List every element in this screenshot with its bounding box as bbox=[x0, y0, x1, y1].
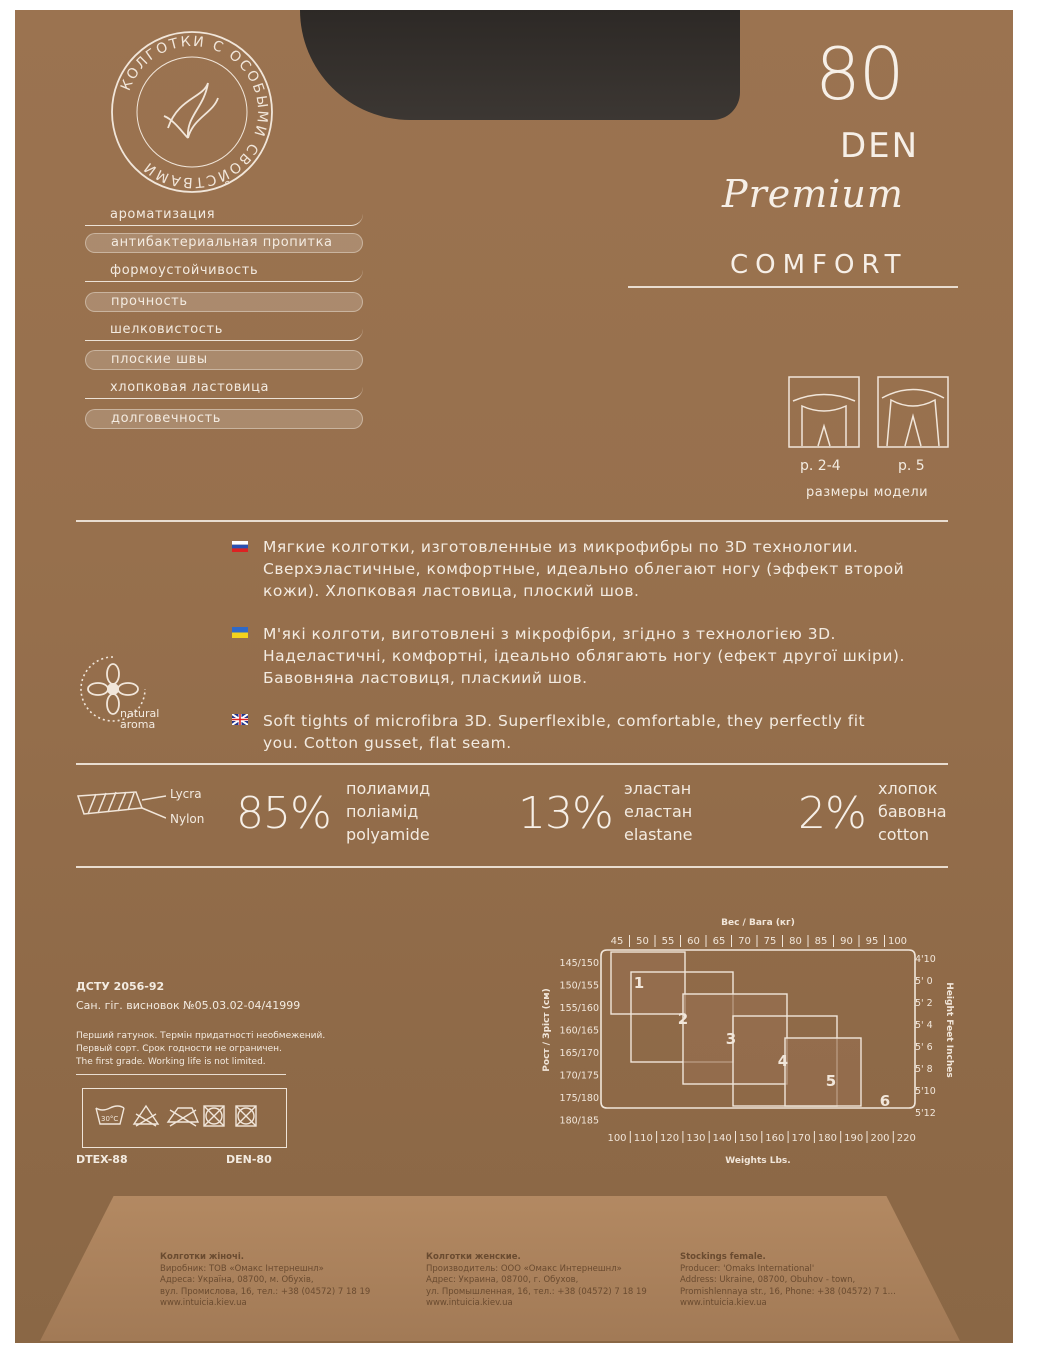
composition-pct-elastane: 13% bbox=[518, 788, 613, 839]
divider-composition-top bbox=[76, 763, 948, 765]
feature-item: ароматизация bbox=[85, 206, 363, 226]
chart-top-tick: 75 bbox=[763, 936, 777, 947]
chart-bottom-tick: 190 bbox=[844, 1133, 864, 1144]
chart-top-tick: 60 bbox=[687, 936, 700, 947]
description-en: Soft tights of microfibra 3D. Superflexible, comfortable, they perfectly fit you. Cotton gusset, flat seam. bbox=[263, 712, 866, 752]
size-zone-label: 5 bbox=[825, 1072, 837, 1090]
brand-caps: COMFORT bbox=[730, 250, 908, 280]
divider-composition-bottom bbox=[76, 866, 948, 868]
flap-text-en: Stockings female. Producer: 'Omaks International' Address: Ukraine, 08700, Obuhov - town, Promishlennaya str., 16, Phone: +38 (04572) 7 1... www.intuicia.kiev.ua bbox=[680, 1252, 896, 1308]
chart-left-tick: 180/185 bbox=[559, 1115, 599, 1127]
chart-bottom-tick: 180 bbox=[817, 1133, 837, 1144]
flag-ru-icon bbox=[232, 541, 248, 552]
feature-item: шелковистость bbox=[85, 321, 363, 341]
chart-left-tick: 160/165 bbox=[559, 1025, 599, 1037]
divider-grade bbox=[76, 1074, 286, 1075]
chart-bottom-tick: 200 bbox=[870, 1133, 890, 1144]
feature-item: плоские швы bbox=[85, 350, 363, 370]
svg-text:КОЛГОТКИ С ОСОБЫМИ СВОЙСТВАМИ: КОЛГОТКИ С ОСОБЫМИ СВОЙСТВАМИ bbox=[117, 33, 271, 191]
composition-pct-cotton: 2% bbox=[798, 788, 866, 839]
chart-left-tick: 175/180 bbox=[559, 1093, 599, 1104]
feature-item: формоустойчивость bbox=[85, 262, 363, 282]
chart-bottom-tick: 220 bbox=[896, 1133, 916, 1144]
grade-text: Перший гатунок. Термін придатності необмежений. Первый сорт. Срок годности не ограничен. The first grade. Working life is not limited. bbox=[76, 1031, 326, 1067]
composition-pct-polyamide: 85% bbox=[236, 788, 331, 839]
chart-right-tick: 5' 4 bbox=[915, 1020, 933, 1031]
aroma-label: natural aroma bbox=[120, 707, 160, 731]
feature-item: прочность bbox=[85, 292, 363, 312]
chart-top-tick: 100 bbox=[887, 936, 908, 947]
brand-script: Premium bbox=[722, 172, 904, 216]
feature-item: хлопковая ластовица bbox=[85, 379, 363, 399]
chart-bottom-tick: 110 bbox=[633, 1133, 653, 1144]
chart-right-tick: 5' 6 bbox=[915, 1042, 933, 1053]
size-zone-label: 3 bbox=[725, 1030, 737, 1048]
flap-text-ua: Колготки жіночі. Виробник: ТОВ «Омакс Інтернешнл» Адреса: Україна, 08700, м. Обухів, вул. Промислова, 16, тел.: +38 (04572) 7 18 19 www.intuicia.kiev.ua bbox=[160, 1252, 371, 1308]
fiber-bottom-label: Nylon bbox=[170, 812, 205, 826]
size-zone-1 bbox=[611, 952, 685, 1014]
composition-label-cotton: хлопок бавовна cotton bbox=[878, 779, 947, 844]
dstu-code: ДСТУ 2056-92 bbox=[76, 980, 165, 993]
fiber-top-label: Lycra bbox=[170, 787, 202, 801]
model-size-icon-2-4 bbox=[788, 376, 860, 448]
chart-top-title: Вес / Вага (кг) bbox=[721, 918, 795, 928]
composition-label-polyamide: полиамид поліамід polyamide bbox=[346, 779, 431, 844]
size-caption: размеры модели bbox=[806, 485, 929, 500]
size-zone-label: 4 bbox=[777, 1052, 789, 1070]
chart-top-tick: 50 bbox=[636, 936, 649, 947]
chart-right-title: Height Feet Inches bbox=[944, 982, 954, 1078]
flag-uk-icon bbox=[232, 714, 248, 725]
density-unit: DEN bbox=[840, 126, 920, 166]
chart-bottom-title: Weights Lbs. bbox=[725, 1156, 791, 1166]
den-code: DEN-80 bbox=[226, 1153, 272, 1166]
flag-ua-icon bbox=[232, 627, 248, 638]
chart-bottom-tick: 150 bbox=[738, 1133, 759, 1144]
dtex-code: DTEX-88 bbox=[76, 1153, 128, 1166]
chart-right-tick: 5' 8 bbox=[915, 1064, 933, 1075]
size-zone-label: 1 bbox=[633, 974, 645, 992]
chart-right-tick: 5' 0 bbox=[915, 976, 933, 987]
package-top-cutout bbox=[255, 0, 745, 190]
chart-right-tick: 4'10 bbox=[915, 954, 936, 965]
size-chart bbox=[535, 912, 975, 1168]
chart-top-tick: 80 bbox=[789, 936, 802, 947]
description-ua: М'які колготи, виготовлені з мікрофібри, згідно з технологією 3D. Наделастичні, комфортні, ідеально облягають ногу (ефект другої шкіри). Бавовняна ластовиця, пласкиий шов. bbox=[263, 625, 905, 687]
care-symbols bbox=[94, 1100, 274, 1132]
chart-top-tick: 65 bbox=[712, 936, 726, 947]
size-zone-label: 2 bbox=[677, 1010, 689, 1028]
chart-left-tick: 165/170 bbox=[559, 1048, 599, 1059]
density-value: 80 bbox=[815, 32, 903, 116]
divider-top bbox=[76, 520, 948, 522]
feature-item: антибактериальная пропитка bbox=[85, 233, 363, 253]
chart-top-tick: 90 bbox=[840, 936, 853, 947]
chart-left-tick: 150/155 bbox=[559, 980, 599, 992]
chart-top-tick: 70 bbox=[738, 936, 751, 947]
feature-item: долговечность bbox=[85, 409, 363, 429]
chart-top-tick: 55 bbox=[661, 936, 675, 947]
size-zone-5 bbox=[785, 1038, 861, 1106]
sanitary-cert: Сан. гіг. висновок №05.03.02-04/41999 bbox=[76, 999, 301, 1012]
chart-right-tick: 5'12 bbox=[915, 1108, 936, 1119]
divider-brand bbox=[628, 286, 958, 288]
size-label-b: р. 5 bbox=[898, 458, 925, 474]
chart-bottom-tick: 120 bbox=[660, 1133, 680, 1144]
model-size-icon-5 bbox=[877, 376, 949, 448]
description-ru: Мягкие колготки, изготовленные из микрофибры по 3D технологии. Сверхэластичные, комфортные, идеально облегают ногу (эффект второй кожи). Хлопковая ластовица, плоский шов. bbox=[263, 538, 905, 600]
chart-left-title: Рост / Зріст (см) bbox=[542, 988, 552, 1072]
flap-text-ru: Колготки женские. Производитель: ООО «Омакс Интернешнл» Адрес: Украина, 08700, г. Обухов, ул. Промышленная, 16, тел.: +38 (04572) 7 18 19 www.intuicia.kiev.ua bbox=[426, 1252, 647, 1308]
chart-left-tick: 170/175 bbox=[559, 1070, 599, 1082]
chart-right-tick: 5'10 bbox=[915, 1086, 936, 1097]
chart-top-tick: 95 bbox=[865, 936, 879, 947]
chart-right-tick: 5' 2 bbox=[915, 998, 933, 1009]
fiber-yarn-icon bbox=[76, 788, 166, 822]
seal-emblem bbox=[108, 28, 276, 196]
size-label-a: р. 2-4 bbox=[800, 458, 841, 474]
size-zone-label: 6 bbox=[879, 1092, 891, 1110]
chart-bottom-tick: 130 bbox=[686, 1133, 706, 1144]
chart-top-tick: 45 bbox=[610, 936, 624, 947]
chart-top-tick: 85 bbox=[814, 936, 828, 947]
chart-bottom-tick: 170 bbox=[791, 1133, 811, 1144]
chart-bottom-tick: 100 bbox=[607, 1133, 627, 1144]
chart-bottom-tick: 160 bbox=[765, 1133, 785, 1144]
chart-bottom-tick: 140 bbox=[712, 1133, 732, 1144]
composition-label-elastane: эластан еластан elastane bbox=[624, 779, 693, 844]
svg-text:30°C: 30°C bbox=[101, 1115, 119, 1123]
chart-left-tick: 145/150 bbox=[559, 958, 599, 969]
chart-left-tick: 155/160 bbox=[559, 1003, 599, 1014]
